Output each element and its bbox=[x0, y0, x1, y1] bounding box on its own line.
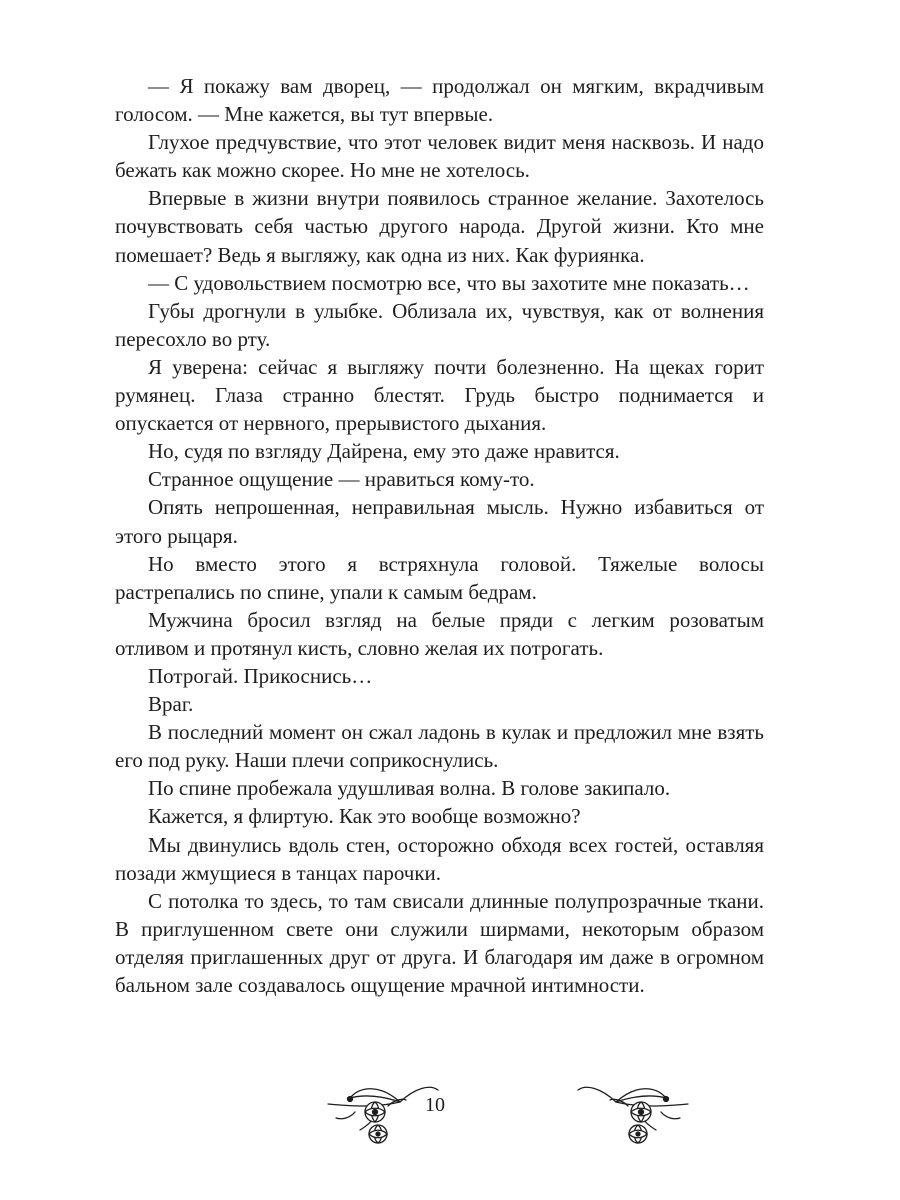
paragraph: Губы дрогнули в улыбке. Облизала их, чувствуя, как от волнения пересохло во рту. bbox=[115, 298, 764, 351]
paragraph: Странное ощущение — нравиться кому-то. bbox=[148, 467, 535, 492]
paragraph: Но вместо этого я встряхнула головой. Тяжелые волосы растрепались по спине, упали к самым бедрам. bbox=[115, 551, 764, 604]
paragraph: Мужчина бросил взгляд на белые пряди с легким розоватым отливом и протянул кисть, словно желая их потрогать. bbox=[115, 607, 764, 660]
paragraph: Я уверена: сейчас я выгляжу почти болезненно. На щеках горит румянец. Глаза странно блестят. Грудь быстро поднимается и опускается от нервного, прерывистого дыхания. bbox=[115, 354, 764, 436]
paragraph: С потолка то здесь, то там свисали длинные полупрозрачные ткани. В приглушенном свете они служили ширмами, некоторым образом отделяя приглашенных друг от друга. И благодаря им даже в огромном бальном зале создавалось ощущение мрачной интимности. bbox=[115, 888, 764, 997]
page-number: 10 bbox=[425, 1094, 445, 1116]
paragraph: Враг. bbox=[148, 692, 194, 717]
paragraph: — Я покажу вам дворец, — продолжал он мягким, вкрадчивым голосом. — Мне кажется, вы тут впервые. bbox=[115, 74, 764, 127]
paragraph: Опять непрошенная, неправильная мысль. Нужно избавиться от этого рыцаря. bbox=[115, 495, 764, 548]
paragraph: — С удовольствием посмотрю все, что вы захотите мне показать… bbox=[148, 270, 750, 295]
paragraph: Кажется, я флиртую. Как это вообще возможно? bbox=[148, 804, 581, 829]
paragraph: Мы двинулись вдоль стен, осторожно обходя всех гостей, оставляя позади жмущиеся в танцах парочки. bbox=[115, 832, 764, 885]
paragraph: Потрогай. Прикоснись… bbox=[148, 663, 373, 688]
body-text bbox=[115, 72, 764, 999]
paragraph: Но, судя по взгляду Дайрена, ему это даже нравится. bbox=[148, 439, 620, 464]
paragraph: По спине пробежала удушливая волна. В голове закипало. bbox=[148, 776, 671, 801]
paragraph: Глухое предчувствие, что этот человек видит меня насквозь. И надо бежать как можно скорее. Но мне не хотелось. bbox=[115, 130, 764, 183]
paragraph: В последний момент он сжал ладонь в кулак и предложил мне взять его под руку. Наши плечи соприкоснулись. bbox=[115, 720, 764, 773]
paragraph: Впервые в жизни внутри появилось странное желание. Захотелось почувствовать себя частью другого народа. Другой жизни. Кто мне помешает? Ведь я выгляжу, как одна из них. Как фуриянка. bbox=[115, 186, 764, 267]
magnolia-branch-icon bbox=[456, 1076, 696, 1156]
page-footer bbox=[0, 1076, 900, 1166]
